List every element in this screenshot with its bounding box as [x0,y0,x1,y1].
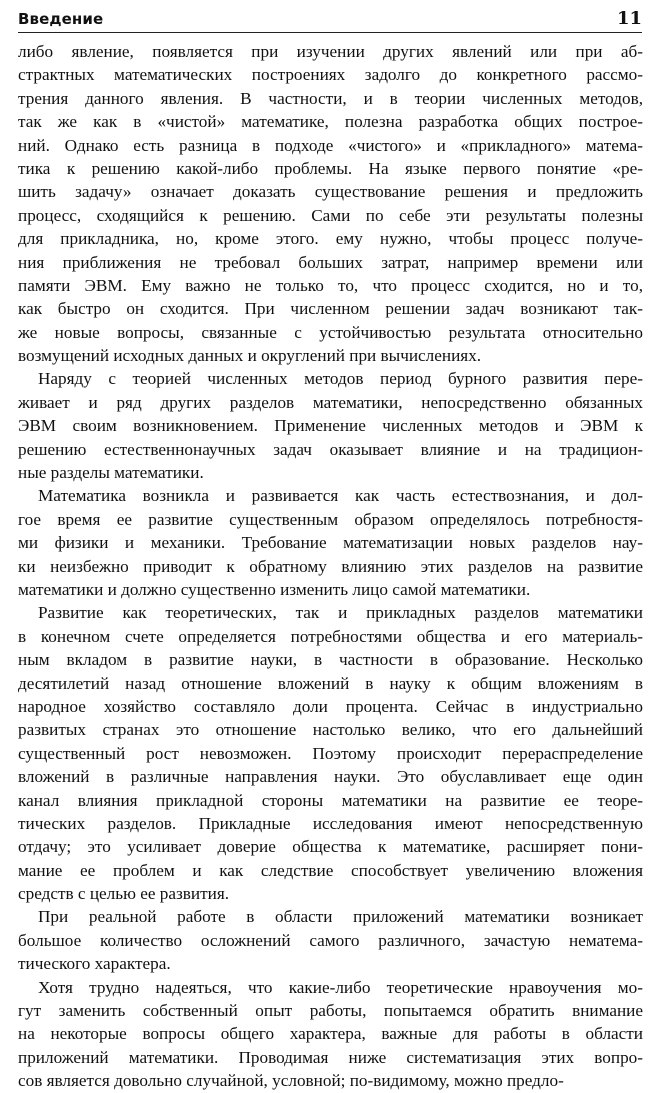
paragraph [18,905,643,975]
chapter-title: Введение [18,10,104,28]
text-line: Хотя трудно надеяться, что какие-либо теоретические нравоучения мо- [38,977,643,997]
text-line: памяти ЭВМ. Ему важно не только то, что процесс сходится, но и то, [18,275,643,295]
text-line: как быстро он сходится. При численном решении задач возникают так- [18,299,643,319]
text-line: ные разделы математики. [18,463,204,483]
text-line: Наряду с теорией численных методов период бурного развития пере- [38,369,643,389]
text-line: Математика возникла и развивается как часть естествознания, и дол- [38,486,643,506]
paragraph [18,40,643,367]
text-line: в конечном счете определяется потребностями общества и его материаль- [18,626,643,646]
text-line: трения данного явления. В частности, и в теории численных методов, [18,88,643,108]
text-line: вложений в различные направления науки. Это обуславливает еще один [18,767,643,787]
text-line: ки неизбежно приводит к обратному влиянию этих разделов на развитие [18,556,643,576]
body-text [18,40,643,1093]
text-line: При реальной работе в области приложений математики возникает [38,907,643,927]
text-line: большое количество осложнений самого различного, зачастую нематема- [18,930,643,950]
text-line: ния приближения не требовал больших затрат, например времени или [18,252,643,272]
text-line: страктных математических построениях задолго до конкретного рассмо- [18,65,643,85]
text-line: существенный рост невозможен. Поэтому происходит перераспределение [18,743,643,763]
text-line: Развитие как теоретических, так и прикладных разделов математики [38,603,643,623]
text-line: приложений математики. Проводимая ниже систематизация этих вопро- [18,1047,643,1067]
text-line: средств с целью ее развития. [18,884,230,904]
text-line: канал влияния прикладной стороны математики на развитие ее теоре- [18,790,643,810]
paragraph [18,976,643,1093]
text-line: ний. Однако есть разница в подходе «чистого» и «прикладного» матема- [18,135,643,155]
text-line: ЭВМ своим возникновением. Применение численных методов и ЭВМ к [18,416,643,436]
text-line: тического характера. [18,954,171,974]
text-line: отдачу; это усиливает доверие общества к математике, расширяет пони- [18,837,643,857]
text-line: так же как в «чистой» математике, полезна разработка общих построе- [18,112,643,132]
text-line: развитых странах это отношение настолько велико, что его дальнейший [18,720,643,740]
text-line: тических разделов. Прикладные исследования имеют непосредственную [18,813,643,833]
text-line: живает и ряд других разделов математики, непосредственно обязанных [18,392,643,412]
text-line: шить задачу» означает доказать существование решения и предложить [18,182,643,202]
paragraph [18,367,643,484]
text-line: математики и должно существенно изменить лицо самой математики. [18,579,531,599]
text-line: на некоторые вопросы общего характера, важные для работы в области [18,1024,643,1044]
text-line: ми физики и механики. Требование математизации новых разделов нау- [18,533,643,553]
text-line: возмущений исходных данных и округлений при вычислениях. [18,346,482,366]
text-line: либо явление, появляется при изучении других явлений или при аб- [18,42,643,61]
text-line: процесс, сходящийся к решению. Сами по себе эти результаты полезны [18,205,643,225]
text-line: же новые вопросы, связанные с устойчивостью результата относительно [18,322,643,342]
text-line: гут заменить собственный опыт работы, попытаемся обратить внимание [18,1001,643,1021]
text-line: решению естественнонаучных задач оказывает влияние и на традицион- [18,439,643,459]
text-line: десятилетий назад отношение вложений в науку к общим вложениям в [18,673,643,693]
text-line: гое время ее развитие существенным образом определялось потребностя- [18,509,643,529]
text-line: ным вкладом в развитие науки, в частности в образование. Несколько [18,650,643,670]
page-number: 11 [616,8,642,29]
running-header [18,6,642,33]
text-line: сов является довольно случайной, условной; по-видимому, можно предло- [18,1071,564,1091]
paragraph [18,601,643,905]
text-line: мание ее проблем и как следствие способствует увеличению вложения [18,860,643,880]
paragraph [18,484,643,601]
text-line: тика к решению какой-либо проблемы. На языке первого понятие «ре- [18,158,643,178]
text-line: народное хозяйство составляло доли процента. Сейчас в индустриально [18,696,643,716]
text-line: для прикладника, но, кроме этого. ему нужно, чтобы процесс получе- [18,229,643,249]
